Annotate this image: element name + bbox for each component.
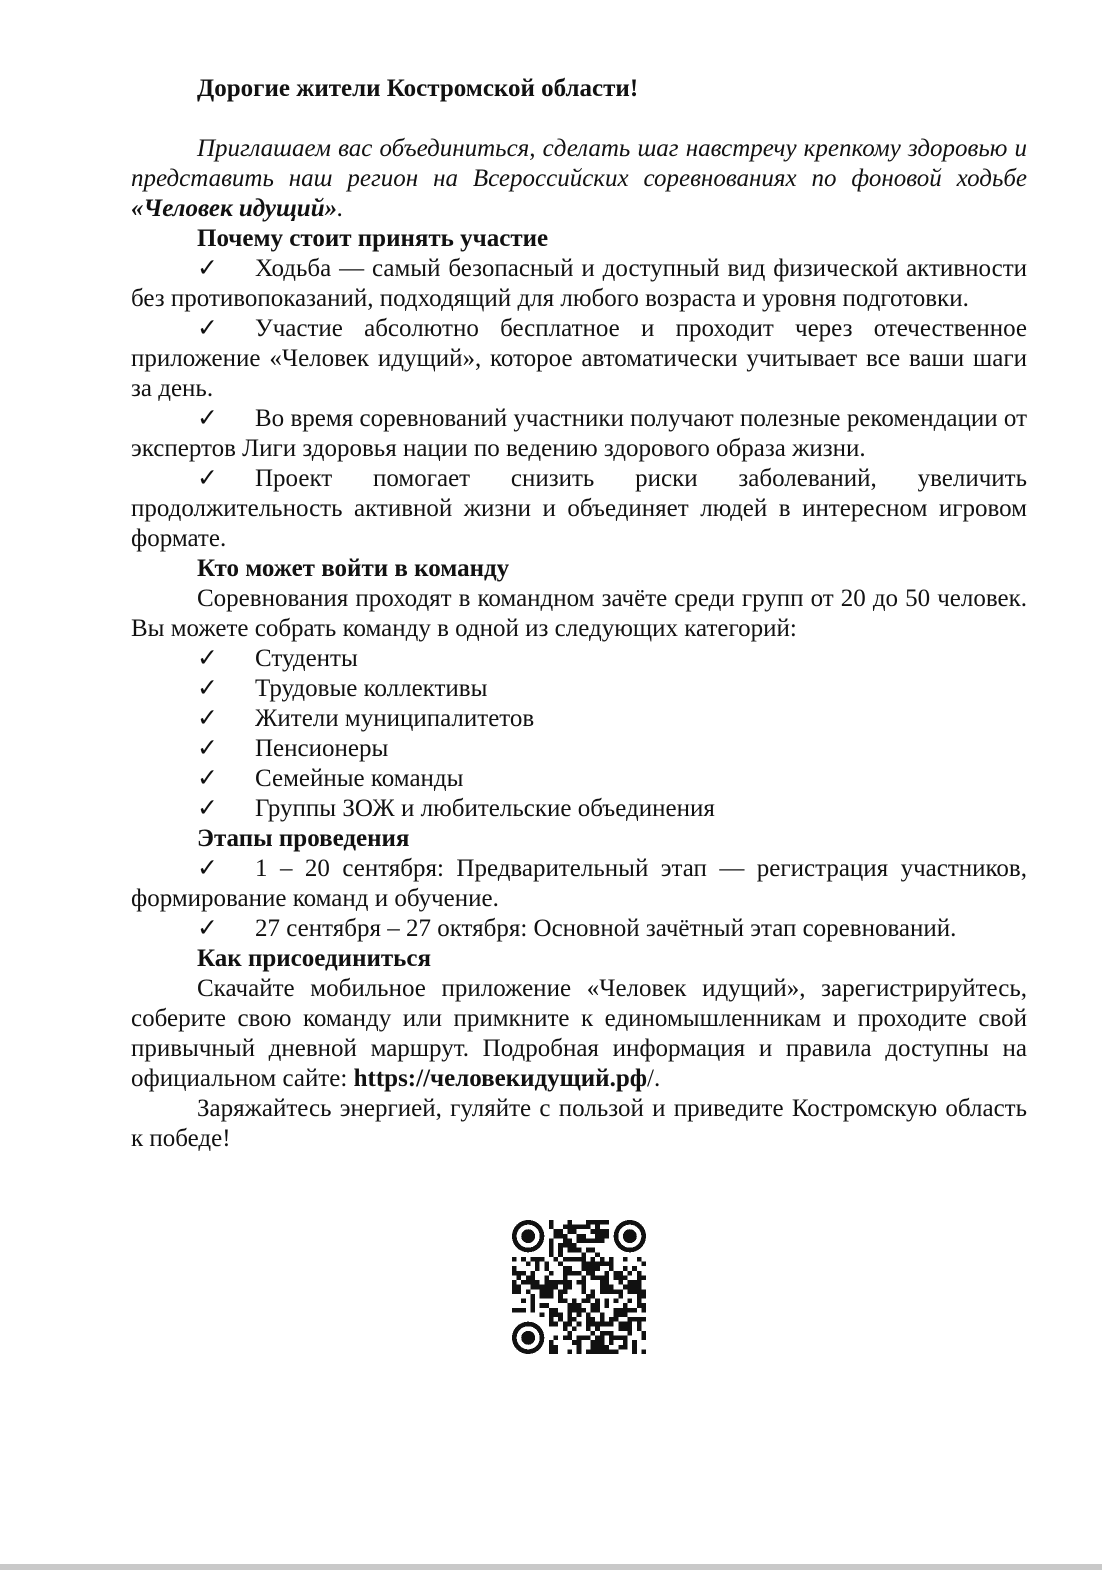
page-title: Дорогие жители Костромской области! <box>197 75 639 102</box>
category-item: ✓ Трудовые коллективы <box>197 675 488 702</box>
website-link[interactable]: https://человекидущий.рф <box>353 1065 648 1092</box>
team-paragraph: Соревнования проходят в командном зачёте среди групп от 20 до 50 человек. Вы можете собрать команду в одной из следующих категорий: <box>131 585 1027 642</box>
check-icon: ✓ <box>197 735 218 762</box>
check-icon: ✓ <box>197 675 218 702</box>
intro-paragraph: Приглашаем вас объединиться, сделать шаг навстречу крепкому здоровью и представить наш регион на Всероссийских соревнованиях по фоновой ходьбе «Человек идущий». <box>131 135 1027 222</box>
check-icon: ✓ <box>197 315 218 342</box>
why-item: ✓ Проект помогает снизить риски заболеваний, увеличить продолжительность активной жизни и объединяет людей в интересном игровом формате. <box>131 465 1027 552</box>
page-bottom-border <box>0 1564 1102 1570</box>
check-icon: ✓ <box>197 465 218 492</box>
category-item: ✓ Группы ЗОЖ и любительские объединения <box>197 795 715 822</box>
stage-item: ✓ 27 сентября – 27 октября: Основной зачётный этап соревнований. <box>197 915 957 942</box>
check-icon: ✓ <box>197 255 218 282</box>
check-icon: ✓ <box>197 915 218 942</box>
heading-team: Кто может войти в команду <box>197 555 510 582</box>
join-paragraph: Скачайте мобильное приложение «Человек идущий», зарегистрируйтесь, соберите свою команду или примкните к единомышленникам и проходите свой привычный дневной маршрут. Подробная информация и правила доступны на официальном сайте: https://человекидущий.рф/. <box>131 975 1027 1092</box>
heading-why: Почему стоит принять участие <box>197 225 549 252</box>
closing-paragraph: Заряжайтесь энергией, гуляйте с пользой и приведите Костромскую область к победе! <box>131 1095 1027 1152</box>
intro-text: Приглашаем вас объединиться, сделать шаг навстречу крепкому здоровью и представить наш регион на Всероссийских соревнованиях по фоновой ходьбе <box>131 135 1027 192</box>
document-page <box>131 74 1027 1154</box>
check-icon: ✓ <box>197 795 218 822</box>
check-icon: ✓ <box>197 855 218 882</box>
stage-item: ✓ 1 – 20 сентября: Предварительный этап — регистрация участников, формирование команд и обучение. <box>131 855 1027 912</box>
category-item: ✓ Семейные команды <box>197 765 464 792</box>
check-icon: ✓ <box>197 645 218 672</box>
check-icon: ✓ <box>197 405 218 432</box>
category-item: ✓ Жители муниципалитетов <box>197 705 535 732</box>
why-item: ✓ Ходьба — самый безопасный и доступный вид физической активности без противопоказаний, подходящий для любого возраста и уровня подготовки. <box>131 255 1027 312</box>
category-item: ✓ Пенсионеры <box>197 735 389 762</box>
qr-code <box>512 1220 646 1354</box>
intro-app-name: «Человек идущий» <box>131 195 338 222</box>
why-item: ✓ Участие абсолютно бесплатное и проходит через отечественное приложение «Человек идущий», которое автоматически учитывает все ваши шаги за день. <box>131 315 1027 402</box>
check-icon: ✓ <box>197 705 218 732</box>
check-icon: ✓ <box>197 765 218 792</box>
heading-join: Как присоединиться <box>197 945 432 972</box>
why-item: ✓ Во время соревнований участники получают полезные рекомендации от экспертов Лиги здоровья нации по ведению здорового образа жизни. <box>131 405 1027 462</box>
heading-stages: Этапы проведения <box>197 825 410 852</box>
category-item: ✓ Студенты <box>197 645 358 672</box>
